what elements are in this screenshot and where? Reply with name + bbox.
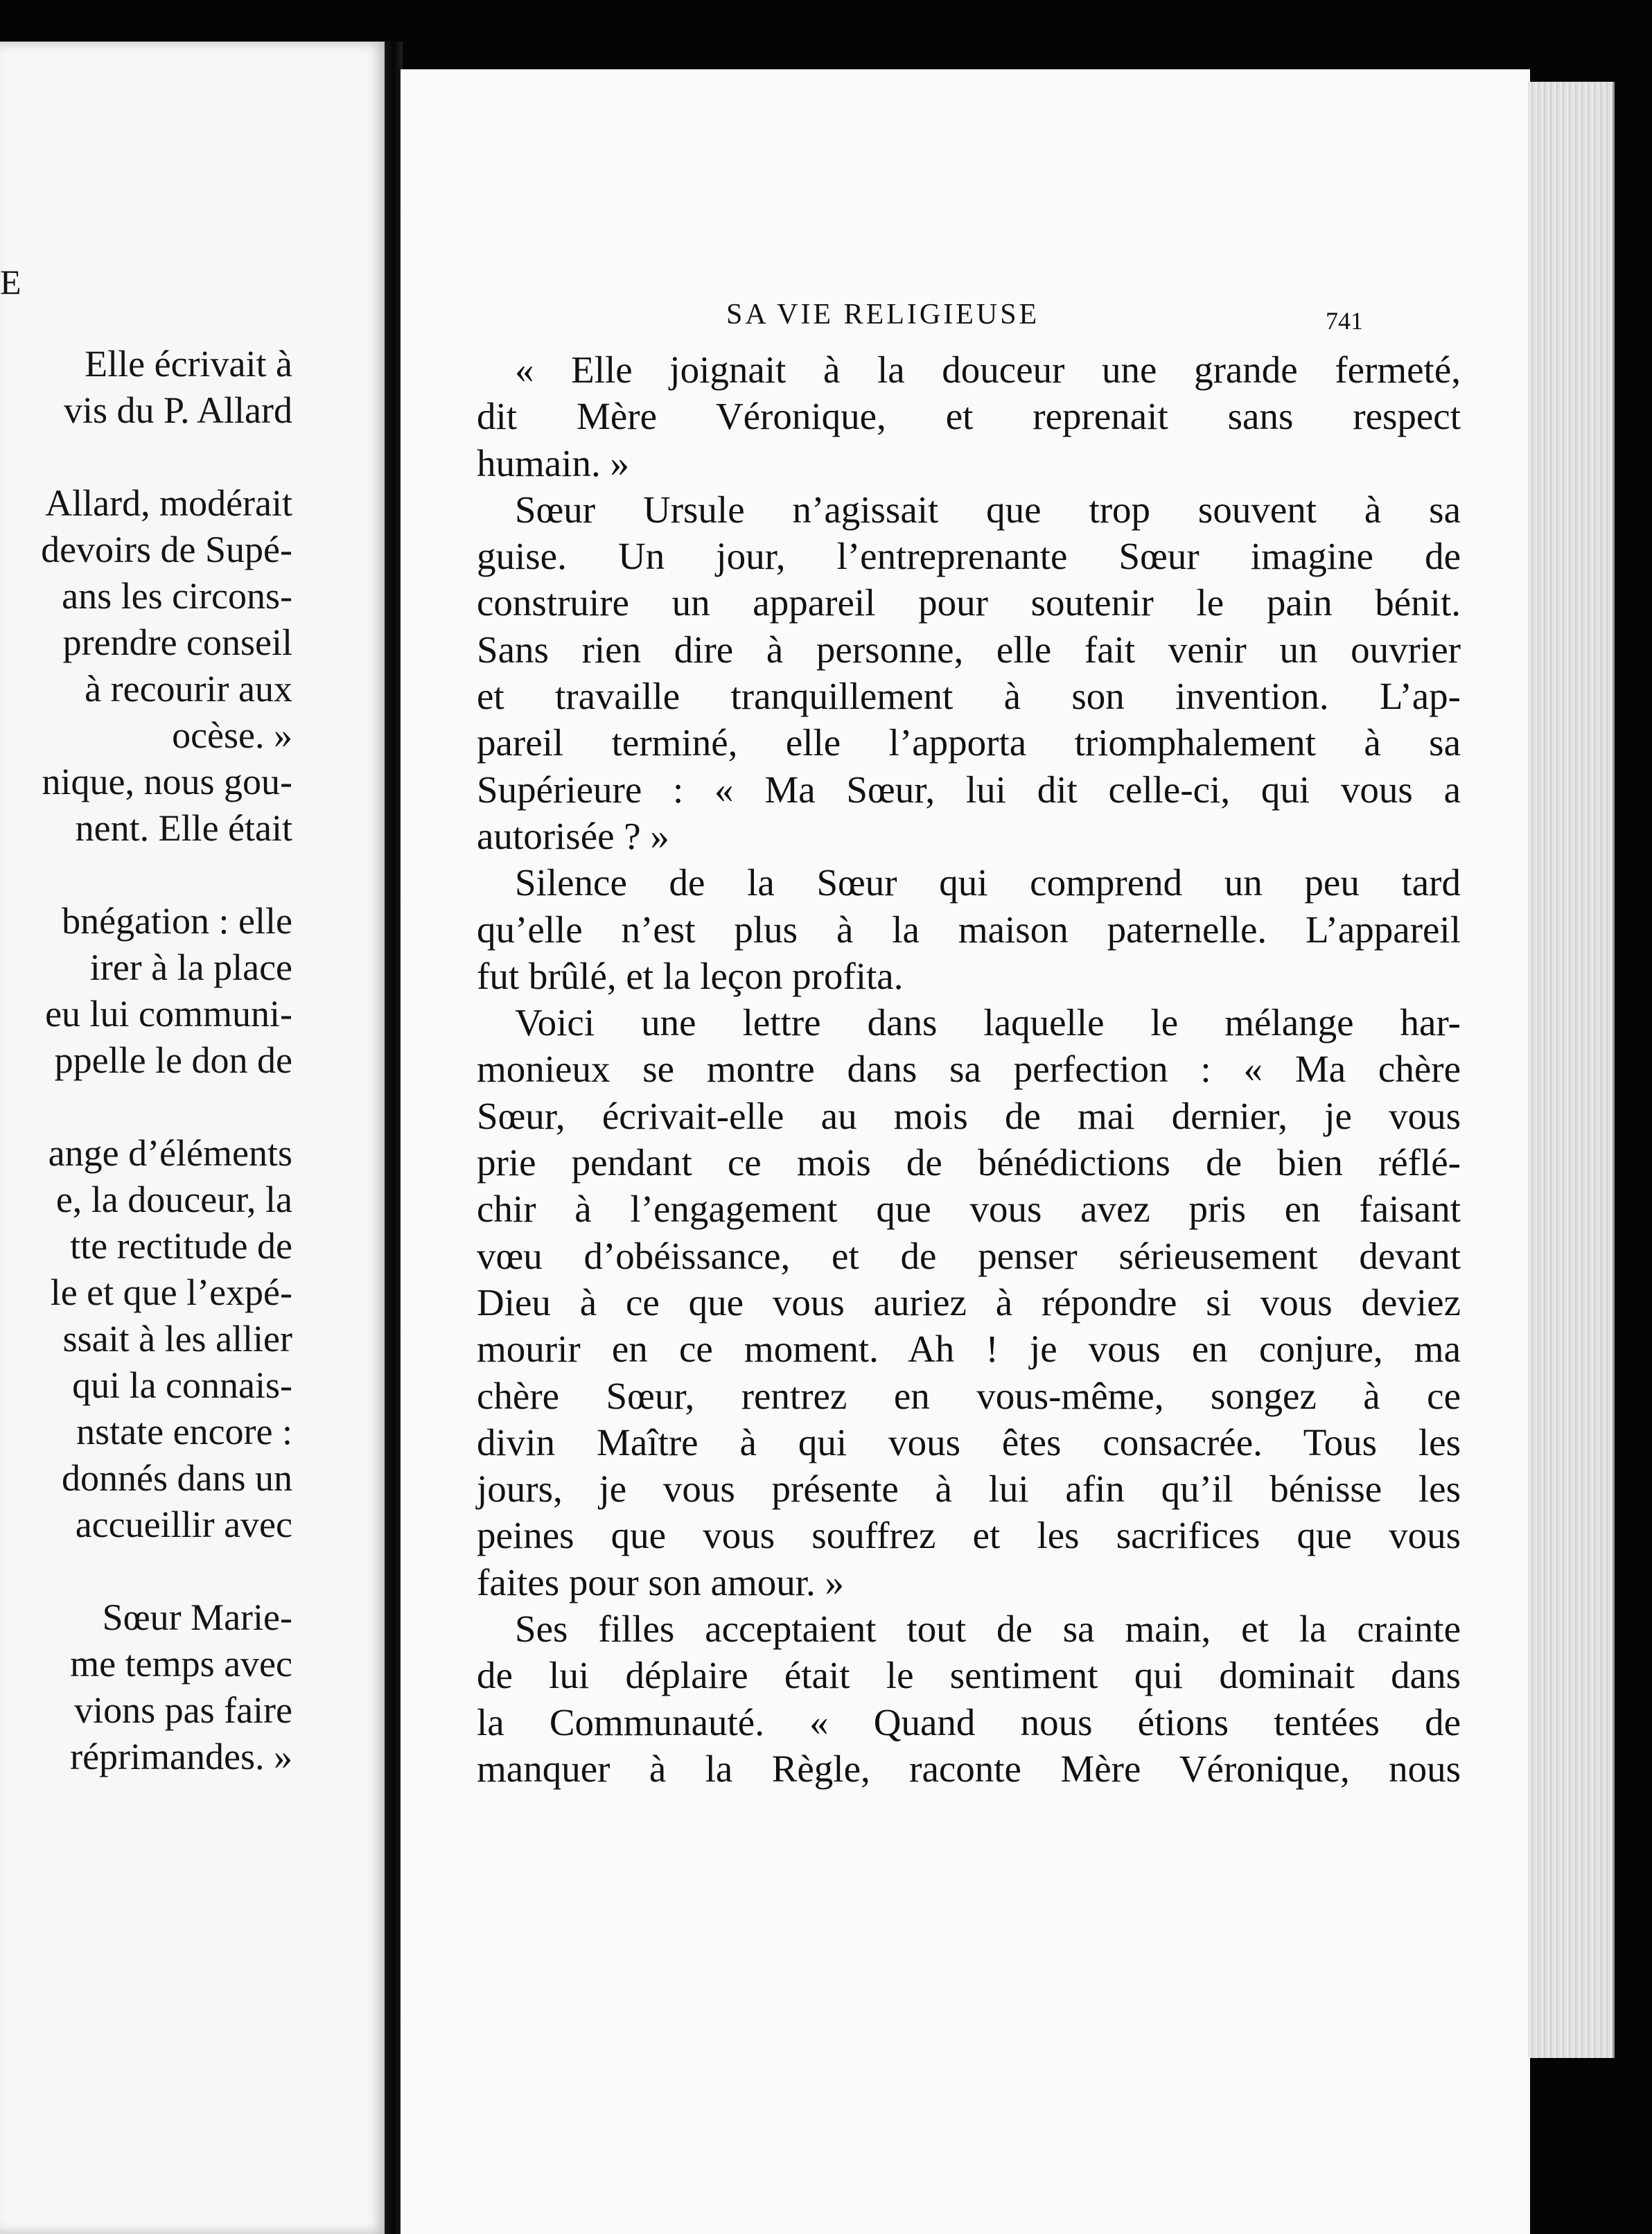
left-page-line: ssait à les allier bbox=[62, 1318, 292, 1360]
text-line: « Elle joignait à la douceur une grande fermeté, bbox=[515, 349, 1461, 391]
left-page-line: ange d’éléments bbox=[48, 1132, 292, 1174]
left-page-line: nstate encore : bbox=[76, 1411, 292, 1452]
left-page-line bbox=[0, 434, 292, 480]
text-line: Sœur, écrivait-elle au mois de mai dernier, je vous bbox=[477, 1094, 1461, 1137]
running-head bbox=[401, 298, 1530, 340]
left-page-line: e, la douceur, la bbox=[55, 1179, 292, 1220]
text-line: prie pendant ce mois de bénédictions de bien réflé- bbox=[477, 1141, 1461, 1184]
left-page-line: me temps avec bbox=[70, 1643, 292, 1685]
left-page-line: Elle écrivait à bbox=[85, 343, 292, 385]
text-line: et travaille tranquillement à son invention. L’ap- bbox=[477, 675, 1461, 718]
text-line: Sœur Ursule n’agissait que trop souvent à sa bbox=[515, 488, 1461, 531]
left-page-line: qui la connais- bbox=[72, 1364, 292, 1406]
page-edge-stack bbox=[1528, 82, 1615, 2058]
left-page-line: ans les circons- bbox=[62, 575, 292, 617]
left-page-line: tte rectitude de bbox=[70, 1225, 292, 1267]
left-page-line: accueillir avec bbox=[75, 1504, 292, 1545]
text-line: Sans rien dire à personne, elle fait venir un ouvrier bbox=[477, 628, 1461, 671]
text-line: Voici une lettre dans laquelle le mélange har- bbox=[515, 1001, 1461, 1044]
text-line: Dieu à ce que vous auriez à répondre si vous deviez bbox=[477, 1281, 1461, 1323]
text-line: de lui déplaire était le sentiment qui dominait dans bbox=[477, 1654, 1461, 1697]
text-line: chère Sœur, rentrez en vous-même, songez à ce bbox=[477, 1374, 1461, 1417]
left-page-line: devoirs de Supé- bbox=[41, 529, 292, 570]
text-line: manquer à la Règle, raconte Mère Véronique, nous bbox=[477, 1747, 1461, 1790]
right-page bbox=[401, 69, 1530, 2234]
text-line: Silence de la Sœur qui comprend un peu tard bbox=[515, 861, 1461, 904]
left-page-line bbox=[0, 852, 292, 898]
text-line: divin Maître à qui vous êtes consacrée. Tous les bbox=[477, 1421, 1461, 1463]
text-line: autorisée ? » bbox=[477, 814, 669, 857]
text-line: la Communauté. « Quand nous étions tentées de bbox=[477, 1700, 1461, 1743]
text-line: monieux se montre dans sa perfection : « Ma chère bbox=[477, 1048, 1461, 1091]
left-page-line: eu lui communi- bbox=[45, 993, 292, 1035]
text-line: fut brûlé, et la leçon profita. bbox=[477, 954, 904, 997]
left-page-line bbox=[0, 1548, 292, 1594]
left-page-line: Allard, modérait bbox=[45, 482, 292, 524]
text-line: jours, je vous présente à lui afin qu’il bénisse les bbox=[477, 1468, 1461, 1511]
text-line: qu’elle n’est plus à la maison paternelle. L’appareil bbox=[477, 908, 1461, 951]
left-page-line: à recourir aux bbox=[85, 668, 292, 710]
running-title: SA VIE RELIGIEUSE bbox=[726, 299, 1040, 331]
left-page-line: Sœur Marie- bbox=[102, 1597, 292, 1638]
left-page-line: le et que l’expé- bbox=[50, 1272, 292, 1313]
left-page-line: donnés dans un bbox=[62, 1457, 292, 1499]
text-line: chir à l’engagement que vous avez pris en faisant bbox=[477, 1188, 1461, 1231]
left-page-text bbox=[0, 341, 292, 1780]
page-number: 741 bbox=[1326, 307, 1363, 335]
left-page-line: ocèse. » bbox=[172, 714, 292, 756]
body-text bbox=[477, 346, 1461, 1792]
text-line: dit Mère Véronique, et reprenait sans respect bbox=[477, 395, 1461, 438]
text-line: vœu d’obéissance, et de penser sérieusement devant bbox=[477, 1234, 1461, 1277]
left-page-corner-letter: E bbox=[0, 263, 21, 301]
left-page bbox=[0, 42, 388, 2234]
left-page-line: vis du P. Allard bbox=[63, 389, 292, 431]
text-line: peines que vous souffrez et les sacrifices que vous bbox=[477, 1514, 1461, 1557]
text-line: pareil terminé, elle l’apporta triomphalement à sa bbox=[477, 721, 1461, 764]
left-page-line: bnégation : elle bbox=[62, 900, 292, 942]
text-line: construire un appareil pour soutenir le pain bénit. bbox=[477, 581, 1461, 624]
left-page-line: vions pas faire bbox=[74, 1689, 292, 1731]
text-line: Ses filles acceptaient tout de sa main, et la crainte bbox=[515, 1608, 1461, 1651]
left-page-line bbox=[0, 1084, 292, 1130]
text-line: faites pour son amour. » bbox=[477, 1560, 845, 1603]
left-page-line: prendre conseil bbox=[62, 622, 292, 663]
text-line: Supérieure : « Ma Sœur, lui dit celle-ci, qui vous a bbox=[477, 768, 1461, 811]
left-page-line: nent. Elle était bbox=[75, 807, 292, 849]
text-line: mourir en ce moment. Ah ! je vous en conjure, ma bbox=[477, 1328, 1461, 1371]
left-page-line: nique, nous gou- bbox=[42, 761, 292, 802]
text-line: humain. » bbox=[477, 441, 629, 484]
left-page-line: réprimandes. » bbox=[70, 1736, 292, 1777]
left-page-line: ppelle le don de bbox=[54, 1039, 292, 1081]
left-page-line: irer à la place bbox=[89, 947, 292, 988]
text-line: guise. Un jour, l’entreprenante Sœur imagine de bbox=[477, 535, 1461, 578]
